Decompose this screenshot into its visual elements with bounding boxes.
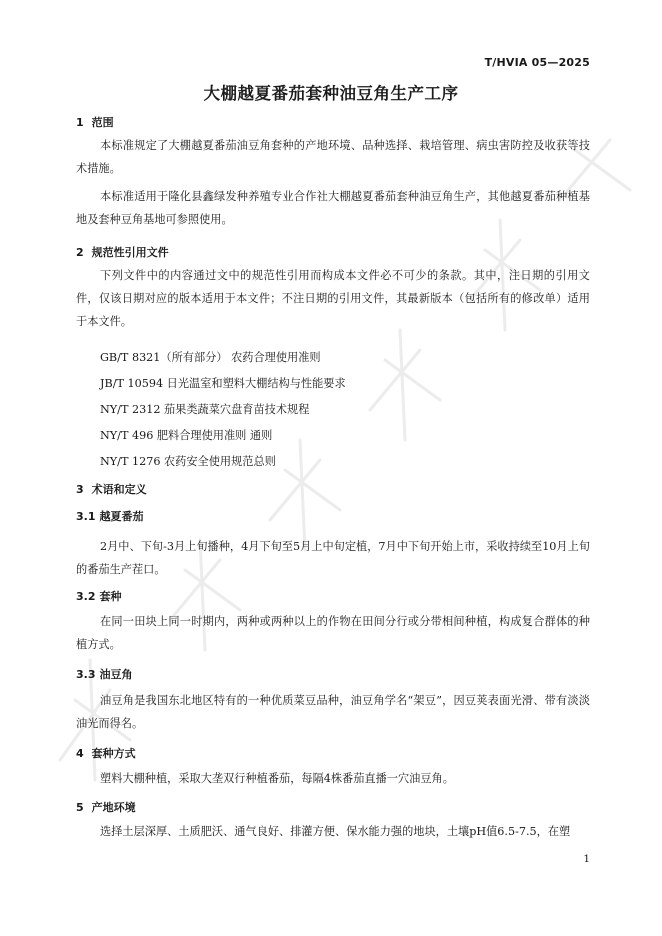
term-number: 3.3 <box>76 668 96 681</box>
section-2-heading <box>76 244 169 260</box>
page-number: 1 <box>583 853 590 865</box>
term-3-2-paragraph: 在同一田块上同一时期内，两种或两种以上的作物在田间分行或分带相间种植，构成复合群体的种植方式。 <box>76 615 590 651</box>
term-3-3-paragraph: 油豆角是我国东北地区特有的一种优质菜豆品种，油豆角学名“架豆”，因豆荚表面光滑、带有淡淡油光而得名。 <box>76 694 590 730</box>
standard-code: T/HVIA 05—2025 <box>484 56 590 69</box>
reference-item: GB/T 8321（所有部分） 农药合理使用准则 <box>100 351 321 364</box>
section-5-paragraph: 选择土层深厚、土质肥沃、通气良好、排灌方便、保水能力强的地块，土壤pH值6.5-7.5，在塑 <box>100 825 571 838</box>
term-3-1-heading <box>76 508 144 524</box>
section-title: 规范性引用文件 <box>91 246 169 259</box>
section-number: 4 <box>76 747 84 760</box>
term-title: 套种 <box>99 590 122 603</box>
section-1-heading <box>76 114 114 130</box>
section-5-heading <box>76 799 136 815</box>
term-number: 3.2 <box>76 590 96 603</box>
section-title: 术语和定义 <box>91 483 147 496</box>
section-number: 1 <box>76 116 84 129</box>
term-title: 越夏番茄 <box>99 510 144 523</box>
term-title: 油豆角 <box>99 668 133 681</box>
term-3-1-paragraph: 2月中、下旬-3月上旬播种，4月下旬至5月上中旬定植，7月中下旬开始上市，采收持续至10月上旬的番茄生产茬口。 <box>76 540 590 576</box>
section-1-paragraph-2: 本标准适用于隆化县鑫绿发种养殖专业合作社大棚越夏番茄套种油豆角生产，其他越夏番茄种植基地及套种豆角基地可参照使用。 <box>76 190 590 226</box>
section-3-heading <box>76 481 147 497</box>
section-title: 套种方式 <box>91 747 136 760</box>
section-title: 产地环境 <box>91 801 136 814</box>
reference-item: NY/T 1276 农药安全使用规范总则 <box>100 455 276 468</box>
section-number: 2 <box>76 246 84 259</box>
reference-item: NY/T 2312 茄果类蔬菜穴盘育苗技术规程 <box>100 403 310 416</box>
section-4-paragraph: 塑料大棚种植，采取大垄双行种植番茄，每隔4株番茄直播一穴油豆角。 <box>100 772 454 785</box>
section-4-heading <box>76 745 136 761</box>
term-3-2-heading <box>76 588 122 604</box>
section-1-paragraph-1: 本标准规定了大棚越夏番茄油豆角套种的产地环境、品种选择、栽培管理、病虫害防控及收获等技术措施。 <box>76 139 590 175</box>
section-title: 范围 <box>91 116 114 129</box>
section-number: 5 <box>76 801 84 814</box>
section-number: 3 <box>76 483 84 496</box>
reference-item: JB/T 10594 日光温室和塑料大棚结构与性能要求 <box>100 377 346 390</box>
term-3-3-heading <box>76 666 133 682</box>
section-2-paragraph: 下列文件中的内容通过文中的规范性引用而构成本文件必不可少的条款。其中，注日期的引用文件，仅该日期对应的版本适用于本文件；不注日期的引用文件，其最新版本（包括所有的修改单）适用于本文件。 <box>76 269 590 328</box>
term-number: 3.1 <box>76 510 96 523</box>
document-title: 大棚越夏番茄套种油豆角生产工序 <box>203 84 459 103</box>
reference-item: NY/T 496 肥料合理使用准则 通则 <box>100 429 273 442</box>
